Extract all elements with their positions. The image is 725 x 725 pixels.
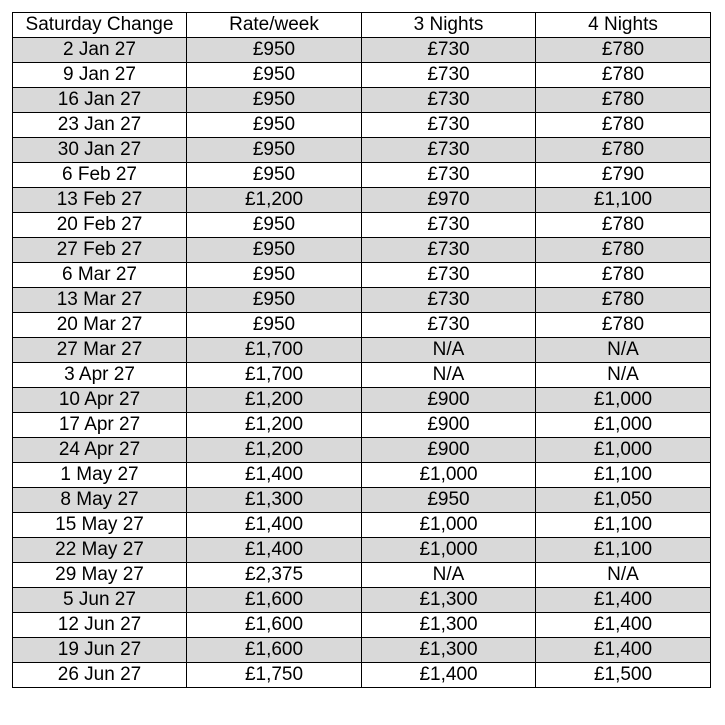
cell-saturday-change: 3 Apr 27 [13, 363, 187, 388]
table-row [13, 288, 711, 313]
cell-3-nights: £1,400 [362, 663, 536, 688]
cell-3-nights: £1,300 [362, 613, 536, 638]
cell-saturday-change: 13 Mar 27 [13, 288, 187, 313]
table-row [13, 188, 711, 213]
cell-rate-week: £1,400 [187, 538, 362, 563]
cell-rate-week: £1,600 [187, 613, 362, 638]
cell-saturday-change: 24 Apr 27 [13, 438, 187, 463]
cell-rate-week: £950 [187, 263, 362, 288]
header-4-nights: 4 Nights [536, 13, 711, 38]
cell-3-nights: £1,300 [362, 588, 536, 613]
cell-4-nights: £780 [536, 138, 711, 163]
cell-3-nights: £1,000 [362, 463, 536, 488]
cell-saturday-change: 15 May 27 [13, 513, 187, 538]
cell-4-nights: N/A [536, 363, 711, 388]
cell-saturday-change: 27 Feb 27 [13, 238, 187, 263]
table-row [13, 563, 711, 588]
cell-saturday-change: 16 Jan 27 [13, 88, 187, 113]
cell-4-nights: £780 [536, 113, 711, 138]
cell-rate-week: £1,200 [187, 438, 362, 463]
table-row [13, 638, 711, 663]
table-body [13, 38, 711, 688]
cell-4-nights: £1,100 [536, 188, 711, 213]
table-row [13, 338, 711, 363]
cell-rate-week: £950 [187, 213, 362, 238]
cell-saturday-change: 23 Jan 27 [13, 113, 187, 138]
cell-4-nights: £780 [536, 63, 711, 88]
cell-4-nights: £1,000 [536, 388, 711, 413]
cell-rate-week: £950 [187, 238, 362, 263]
header-row [13, 13, 711, 38]
table-row [13, 138, 711, 163]
cell-rate-week: £950 [187, 313, 362, 338]
cell-saturday-change: 13 Feb 27 [13, 188, 187, 213]
cell-4-nights: £1,100 [536, 538, 711, 563]
cell-3-nights: £950 [362, 488, 536, 513]
cell-4-nights: N/A [536, 563, 711, 588]
cell-4-nights: £1,000 [536, 413, 711, 438]
cell-rate-week: £1,600 [187, 588, 362, 613]
cell-3-nights: N/A [362, 363, 536, 388]
table-row [13, 213, 711, 238]
table-row [13, 613, 711, 638]
cell-rate-week: £2,375 [187, 563, 362, 588]
cell-4-nights: £790 [536, 163, 711, 188]
cell-rate-week: £950 [187, 288, 362, 313]
cell-3-nights: £1,000 [362, 538, 536, 563]
cell-3-nights: £730 [362, 63, 536, 88]
cell-3-nights: £730 [362, 38, 536, 63]
cell-saturday-change: 1 May 27 [13, 463, 187, 488]
cell-4-nights: £780 [536, 238, 711, 263]
table-row [13, 388, 711, 413]
cell-saturday-change: 29 May 27 [13, 563, 187, 588]
cell-4-nights: N/A [536, 338, 711, 363]
cell-saturday-change: 9 Jan 27 [13, 63, 187, 88]
cell-rate-week: £1,400 [187, 513, 362, 538]
cell-3-nights: £970 [362, 188, 536, 213]
cell-rate-week: £1,300 [187, 488, 362, 513]
table-row [13, 663, 711, 688]
cell-4-nights: £780 [536, 263, 711, 288]
cell-3-nights: £900 [362, 388, 536, 413]
cell-3-nights: £900 [362, 413, 536, 438]
table-row [13, 588, 711, 613]
table-row [13, 113, 711, 138]
header-rate-week: Rate/week [187, 13, 362, 38]
cell-rate-week: £950 [187, 138, 362, 163]
cell-4-nights: £1,100 [536, 463, 711, 488]
table-row [13, 63, 711, 88]
cell-4-nights: £780 [536, 38, 711, 63]
cell-saturday-change: 20 Mar 27 [13, 313, 187, 338]
cell-3-nights: N/A [362, 338, 536, 363]
cell-saturday-change: 17 Apr 27 [13, 413, 187, 438]
cell-4-nights: £780 [536, 288, 711, 313]
cell-4-nights: £1,050 [536, 488, 711, 513]
cell-rate-week: £1,200 [187, 413, 362, 438]
table-row [13, 38, 711, 63]
cell-4-nights: £780 [536, 88, 711, 113]
table-row [13, 363, 711, 388]
cell-3-nights: £730 [362, 313, 536, 338]
table-row [13, 413, 711, 438]
table-row [13, 263, 711, 288]
table-row [13, 88, 711, 113]
cell-rate-week: £1,600 [187, 638, 362, 663]
cell-saturday-change: 6 Feb 27 [13, 163, 187, 188]
cell-rate-week: £950 [187, 38, 362, 63]
cell-3-nights: £730 [362, 213, 536, 238]
cell-4-nights: £1,000 [536, 438, 711, 463]
cell-4-nights: £1,400 [536, 588, 711, 613]
cell-saturday-change: 27 Mar 27 [13, 338, 187, 363]
cell-saturday-change: 22 May 27 [13, 538, 187, 563]
cell-3-nights: £730 [362, 163, 536, 188]
cell-saturday-change: 19 Jun 27 [13, 638, 187, 663]
cell-rate-week: £1,700 [187, 363, 362, 388]
table-row [13, 513, 711, 538]
cell-4-nights: £1,400 [536, 638, 711, 663]
cell-3-nights: £730 [362, 138, 536, 163]
table-row [13, 488, 711, 513]
cell-saturday-change: 8 May 27 [13, 488, 187, 513]
cell-saturday-change: 2 Jan 27 [13, 38, 187, 63]
cell-rate-week: £1,200 [187, 388, 362, 413]
cell-4-nights: £1,500 [536, 663, 711, 688]
header-3-nights: 3 Nights [362, 13, 536, 38]
cell-rate-week: £950 [187, 113, 362, 138]
cell-4-nights: £780 [536, 213, 711, 238]
cell-rate-week: £1,700 [187, 338, 362, 363]
cell-rate-week: £950 [187, 63, 362, 88]
price-table [12, 12, 711, 688]
cell-3-nights: £730 [362, 288, 536, 313]
cell-3-nights: £1,300 [362, 638, 536, 663]
cell-4-nights: £1,400 [536, 613, 711, 638]
cell-rate-week: £1,750 [187, 663, 362, 688]
cell-4-nights: £780 [536, 313, 711, 338]
table-row [13, 463, 711, 488]
cell-saturday-change: 5 Jun 27 [13, 588, 187, 613]
table-row [13, 438, 711, 463]
cell-3-nights: £730 [362, 88, 536, 113]
cell-3-nights: £730 [362, 238, 536, 263]
cell-saturday-change: 20 Feb 27 [13, 213, 187, 238]
cell-rate-week: £1,400 [187, 463, 362, 488]
cell-3-nights: N/A [362, 563, 536, 588]
table-row [13, 163, 711, 188]
table-row [13, 238, 711, 263]
cell-3-nights: £900 [362, 438, 536, 463]
cell-rate-week: £950 [187, 88, 362, 113]
table-row [13, 538, 711, 563]
cell-saturday-change: 30 Jan 27 [13, 138, 187, 163]
header-saturday-change: Saturday Change [13, 13, 187, 38]
cell-rate-week: £1,200 [187, 188, 362, 213]
cell-rate-week: £950 [187, 163, 362, 188]
cell-saturday-change: 12 Jun 27 [13, 613, 187, 638]
table-row [13, 313, 711, 338]
cell-4-nights: £1,100 [536, 513, 711, 538]
cell-3-nights: £730 [362, 113, 536, 138]
table-header [13, 13, 711, 38]
cell-3-nights: £1,000 [362, 513, 536, 538]
cell-saturday-change: 26 Jun 27 [13, 663, 187, 688]
cell-3-nights: £730 [362, 263, 536, 288]
cell-saturday-change: 10 Apr 27 [13, 388, 187, 413]
cell-saturday-change: 6 Mar 27 [13, 263, 187, 288]
